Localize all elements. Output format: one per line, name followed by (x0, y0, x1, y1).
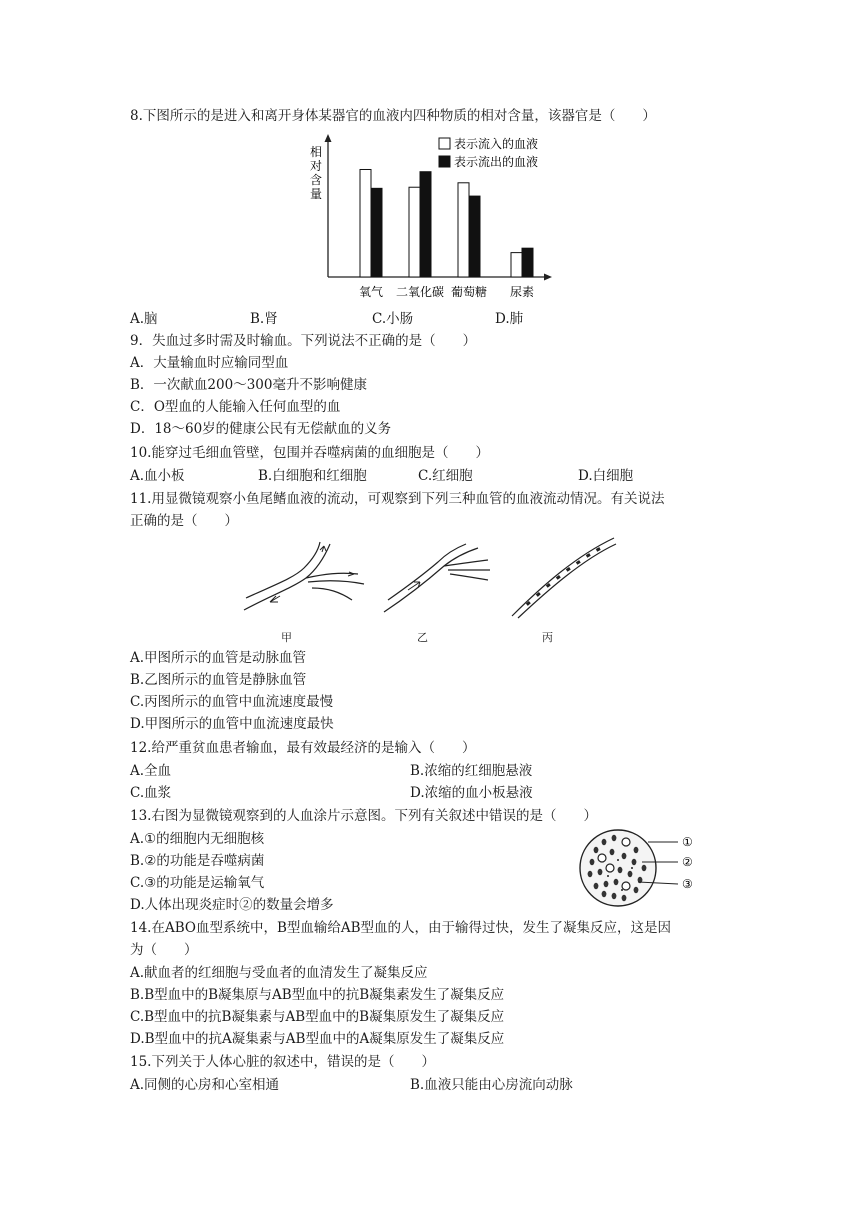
q13-stem: 13.右图为显微镜观察到的人血涂片示意图。下列有关叙述中错误的是（ ） (130, 808, 597, 824)
q14-stem-line1: 14.在ABO血型系统中，B型血输给AB型血的人，由于输得过快，发生了凝集反应，这是因 (130, 920, 672, 936)
q12-option-b: B.浓缩的红细胞悬液 (410, 763, 533, 779)
bar-inflow-0 (360, 169, 371, 277)
q12-option-a: A.全血 (130, 763, 172, 779)
q13-option-b: B.②的功能是吞噬病菌 (130, 853, 265, 869)
blood-cell-6 (598, 854, 606, 862)
blood-cell-12 (598, 869, 603, 875)
bar-outflow-2 (469, 196, 480, 277)
q13-option-d: D.人体出现炎症时②的数量会增多 (130, 897, 334, 913)
legend-swatch-0 (439, 138, 450, 149)
bar-inflow-1 (409, 187, 420, 277)
q14-stem-line2: 为（ ） (130, 942, 198, 958)
x-tick-label-2: 葡萄糖 (450, 285, 488, 299)
q14-option-d: D.B型血中的抗A凝集素与AB型血中的A凝集原发生了凝集反应 (130, 1031, 505, 1047)
legend-label-1: 表示流出的血液 (454, 155, 539, 169)
q14-option-a: A.献血者的红细胞与受血者的血清发生了凝集反应 (130, 965, 428, 981)
bar-outflow-0 (371, 188, 382, 277)
q9-option-a: A．大量输血时应输同型血 (130, 355, 289, 371)
q11-option-d: D.甲图所示的血管中血流速度最快 (130, 716, 334, 732)
marker-1: ① (682, 835, 693, 849)
blood-cell-1 (602, 839, 607, 845)
blood-cell-5 (590, 859, 595, 865)
blood-cell-21 (634, 887, 639, 893)
q10-stem: 10.能穿过毛细血管壁，包围并吞噬病菌的血细胞是（ ） (130, 445, 489, 461)
blood-cell-7 (610, 849, 615, 855)
blood-cell-28 (621, 889, 623, 891)
blood-cell-24 (622, 895, 627, 901)
bar-inflow-3 (511, 253, 522, 277)
q10-option-a: A.血小板 (130, 468, 185, 484)
blood-smear-diagram (578, 828, 718, 908)
q15-stem: 15.下列关于人体心脏的叙述中，错误的是（ ） (130, 1054, 435, 1070)
x-tick-label-0: 氧气 (358, 285, 384, 299)
q13-option-a: A.①的细胞内无细胞核 (130, 831, 265, 847)
q14-option-b: B.B型血中的B凝集原与AB型血中的抗B凝集素发生了凝集反应 (130, 987, 505, 1003)
marker-3: ③ (682, 877, 693, 891)
blood-cell-10 (642, 865, 647, 871)
q8-bar-chart (300, 134, 560, 304)
legend-label-0: 表示流入的血液 (454, 137, 539, 151)
vessel-diagram-yi (378, 540, 498, 618)
blood-cell-9 (632, 859, 637, 865)
q10-option-d: D.白细胞 (578, 468, 634, 484)
blood-cell-4 (634, 847, 639, 853)
q11-stem-line2: 正确的是（ ） (130, 513, 238, 529)
q11-option-c: C.丙图所示的血管中血流速度最慢 (130, 694, 334, 710)
chart-legend (439, 136, 538, 169)
blood-cell-14 (618, 867, 623, 873)
blood-cell-18 (604, 881, 609, 887)
q9-option-b: B．一次献血200～300毫升不影响健康 (130, 377, 367, 393)
q12-option-c: C.血浆 (130, 785, 172, 801)
blood-cell-23 (612, 893, 617, 899)
q8-option-d: D.肺 (495, 311, 524, 327)
blood-cell-0 (594, 847, 599, 853)
blood-cell-3 (622, 838, 630, 846)
q8-option-b: B.肾 (250, 311, 278, 327)
blood-cell-26 (607, 875, 609, 877)
blood-cell-27 (631, 867, 633, 869)
q11-option-a: A.甲图所示的血管是动脉血管 (130, 650, 307, 666)
marker-2: ② (682, 855, 693, 869)
blood-cell-19 (614, 879, 619, 885)
vessel-label-bing: 丙 (542, 631, 553, 644)
q10-option-c: C.红细胞 (418, 468, 473, 484)
q11-option-b: B.乙图所示的血管是静脉血管 (130, 672, 307, 688)
vessel-label-yi: 乙 (417, 631, 428, 644)
blood-cell-25 (617, 859, 619, 861)
blood-cell-22 (602, 891, 607, 897)
bar-outflow-3 (522, 248, 533, 277)
bar-outflow-1 (420, 172, 431, 277)
x-tick-label-1: 二氧化碳 (395, 285, 445, 299)
q11-stem-line1: 11.用显微镜观察小鱼尾鳍血液的流动，可观察到下列三种血管的血液流动情况。有关说法 (130, 491, 665, 507)
q9-stem: 9．失血过多时需及时输血。下列说法不正确的是（ ） (130, 333, 477, 349)
blood-cell-17 (594, 883, 599, 889)
blood-cell-20 (622, 882, 630, 890)
q8-option-c: C.小肠 (372, 311, 414, 327)
legend-swatch-1 (439, 156, 450, 167)
y-axis-arrow (325, 134, 332, 142)
q12-stem: 12.给严重贫血患者输血，最有效最经济的是输入（ ） (130, 740, 476, 756)
vessel-label-jia: 甲 (281, 631, 292, 644)
q8-stem: 8.下图所示的是进入和离开身体某器官的血液内四种物质的相对含量，该器官是（ ） (130, 108, 656, 124)
chart-ylabel: 相对含量 (309, 145, 323, 201)
blood-cell-13 (606, 864, 614, 872)
x-tick-label-3: 尿素 (509, 285, 535, 299)
q15-option-a: A.同侧的心房和心室相通 (130, 1077, 280, 1093)
bar-inflow-2 (458, 183, 469, 277)
blood-cell-8 (622, 853, 627, 859)
q12-option-d: D.浓缩的血小板悬液 (410, 785, 533, 801)
q9-option-c: C．O型血的人能输入任何血型的血 (130, 399, 341, 415)
q8-option-a: A.脑 (130, 311, 158, 327)
vessel-diagram-bing (506, 536, 618, 620)
q10-option-b: B.白细胞和红细胞 (258, 468, 367, 484)
blood-cell-15 (628, 871, 633, 877)
q13-option-c: C.③的功能是运输氧气 (130, 875, 265, 891)
q9-option-d: D．18～60岁的健康公民有无偿献血的义务 (130, 421, 392, 437)
q14-option-c: C.B型血中的抗B凝集素与AB型血中的B凝集原发生了凝集反应 (130, 1009, 505, 1025)
x-axis-arrow (544, 274, 552, 281)
blood-cell-2 (612, 835, 617, 841)
vessel-diagram-jia (240, 538, 370, 616)
q15-option-b: B.血液只能由心房流向动脉 (410, 1077, 573, 1093)
blood-cell-11 (588, 871, 593, 877)
